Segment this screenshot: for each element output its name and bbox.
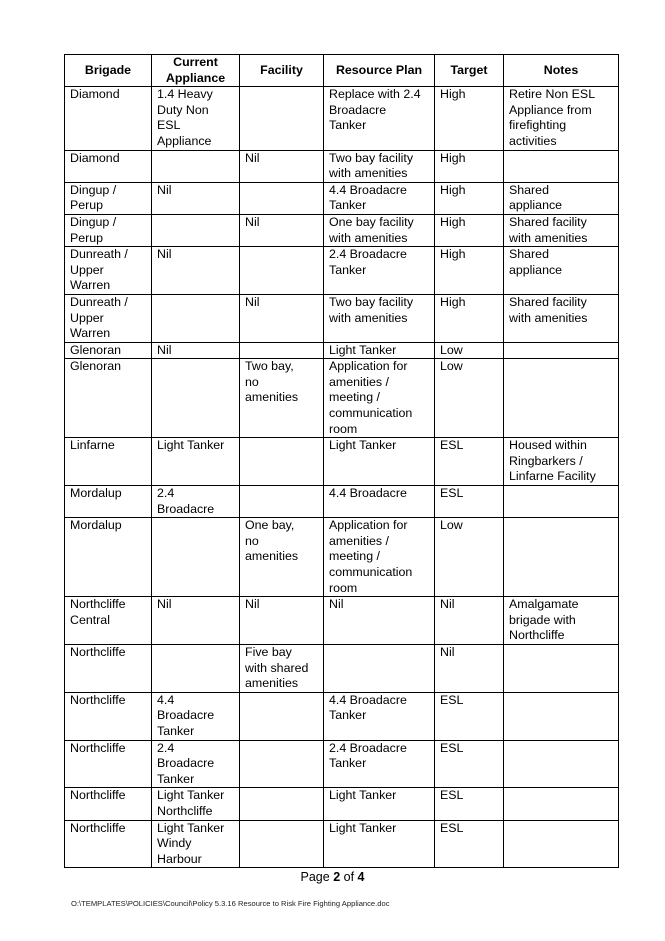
table-row [65, 518, 619, 597]
cell-resource-plan: Two bay facility with amenities [324, 294, 435, 342]
cell-target: ESL [435, 740, 504, 788]
cell-resource-plan: Nil [324, 597, 435, 645]
cell-current-appliance [152, 359, 240, 438]
cell-target: ESL [435, 438, 504, 486]
cell-resource-plan [324, 644, 435, 692]
cell-resource-plan: One bay facility with amenities [324, 214, 435, 246]
cell-target: High [435, 214, 504, 246]
header-notes: Notes [504, 55, 619, 87]
cell-brigade: Mordalup [65, 518, 152, 597]
cell-facility: Nil [240, 597, 324, 645]
cell-resource-plan: 2.4 Broadacre Tanker [324, 740, 435, 788]
cell-facility: Nil [240, 150, 324, 182]
cell-notes [504, 150, 619, 182]
cell-target: High [435, 87, 504, 150]
document-path: O:\TEMPLATES\POLICIES\Council\Policy 5.3.16 Resource to Risk Fire Fighting Appliance.doc [71, 899, 390, 908]
cell-current-appliance: Nil [152, 182, 240, 214]
table-row [65, 294, 619, 342]
cell-target: High [435, 150, 504, 182]
cell-brigade: Diamond [65, 150, 152, 182]
cell-current-appliance [152, 644, 240, 692]
cell-notes [504, 518, 619, 597]
cell-current-appliance [152, 214, 240, 246]
cell-notes [504, 486, 619, 518]
cell-facility: One bay, no amenities [240, 518, 324, 597]
cell-current-appliance: Nil [152, 342, 240, 359]
cell-target: Nil [435, 644, 504, 692]
cell-facility [240, 342, 324, 359]
cell-facility: Nil [240, 214, 324, 246]
cell-current-appliance [152, 150, 240, 182]
page-prefix: Page [300, 870, 334, 884]
cell-facility [240, 486, 324, 518]
cell-current-appliance: 2.4 Broadacre Tanker [152, 740, 240, 788]
cell-notes [504, 342, 619, 359]
header-target: Target [435, 55, 504, 87]
cell-brigade: Northcliffe [65, 644, 152, 692]
cell-brigade: Northcliffe [65, 740, 152, 788]
cell-facility [240, 740, 324, 788]
header-facility: Facility [240, 55, 324, 87]
table-header-row [65, 55, 619, 87]
cell-target: ESL [435, 692, 504, 740]
cell-current-appliance: Light Tanker Northcliffe [152, 788, 240, 820]
cell-resource-plan: Light Tanker [324, 820, 435, 868]
cell-brigade: Glenoran [65, 342, 152, 359]
cell-resource-plan: Light Tanker [324, 788, 435, 820]
cell-facility [240, 87, 324, 150]
cell-resource-plan: Light Tanker [324, 438, 435, 486]
cell-current-appliance: Nil [152, 597, 240, 645]
table-row [65, 214, 619, 246]
cell-notes [504, 820, 619, 868]
cell-target: ESL [435, 486, 504, 518]
cell-target: Nil [435, 597, 504, 645]
cell-notes: Shared facility with amenities [504, 214, 619, 246]
cell-brigade: Dingup / Perup [65, 214, 152, 246]
cell-current-appliance: Light Tanker [152, 438, 240, 486]
table-row [65, 182, 619, 214]
cell-brigade: Dunreath / Upper Warren [65, 294, 152, 342]
cell-notes: Shared facility with amenities [504, 294, 619, 342]
table-row [65, 87, 619, 150]
cell-brigade: Northcliffe [65, 820, 152, 868]
resource-plan-table [64, 54, 619, 868]
cell-resource-plan: Two bay facility with amenities [324, 150, 435, 182]
cell-current-appliance: Nil [152, 247, 240, 295]
cell-brigade: Diamond [65, 87, 152, 150]
cell-current-appliance [152, 518, 240, 597]
cell-notes [504, 740, 619, 788]
table-row [65, 788, 619, 820]
cell-notes [504, 644, 619, 692]
table-row [65, 820, 619, 868]
cell-resource-plan: Application for amenities / meeting / communication room [324, 359, 435, 438]
cell-resource-plan: Light Tanker [324, 342, 435, 359]
header-current-appliance: Current Appliance [152, 55, 240, 87]
cell-target: High [435, 294, 504, 342]
cell-notes: Shared appliance [504, 247, 619, 295]
table-row [65, 247, 619, 295]
cell-facility: Five bay with shared amenities [240, 644, 324, 692]
cell-brigade: Linfarne [65, 438, 152, 486]
page-number [0, 870, 665, 884]
cell-target: Low [435, 359, 504, 438]
page-current: 2 [333, 870, 341, 884]
cell-target: ESL [435, 788, 504, 820]
cell-resource-plan: 4.4 Broadacre Tanker [324, 182, 435, 214]
cell-notes: Retire Non ESL Appliance from firefighting activities [504, 87, 619, 150]
cell-notes [504, 692, 619, 740]
cell-current-appliance [152, 294, 240, 342]
cell-notes: Housed within Ringbarkers / Linfarne Facility [504, 438, 619, 486]
cell-target: High [435, 247, 504, 295]
cell-brigade: Mordalup [65, 486, 152, 518]
cell-notes: Shared appliance [504, 182, 619, 214]
table-row [65, 740, 619, 788]
cell-brigade: Dunreath / Upper Warren [65, 247, 152, 295]
cell-target: ESL [435, 820, 504, 868]
cell-facility [240, 820, 324, 868]
cell-notes: Amalgamate brigade with Northcliffe [504, 597, 619, 645]
cell-facility: Nil [240, 294, 324, 342]
table-row [65, 644, 619, 692]
cell-resource-plan: 4.4 Broadacre [324, 486, 435, 518]
cell-facility: Two bay, no amenities [240, 359, 324, 438]
header-resource-plan: Resource Plan [324, 55, 435, 87]
page-mid: of [340, 870, 358, 884]
table-row [65, 150, 619, 182]
cell-current-appliance: 4.4 Broadacre Tanker [152, 692, 240, 740]
cell-facility [240, 692, 324, 740]
header-brigade: Brigade [65, 55, 152, 87]
cell-facility [240, 438, 324, 486]
cell-target: Low [435, 518, 504, 597]
table-row [65, 359, 619, 438]
cell-current-appliance: 1.4 Heavy Duty Non ESL Appliance [152, 87, 240, 150]
cell-notes [504, 788, 619, 820]
cell-brigade: Northcliffe [65, 788, 152, 820]
cell-resource-plan: 2.4 Broadacre Tanker [324, 247, 435, 295]
cell-brigade: Northcliffe [65, 692, 152, 740]
table-row [65, 597, 619, 645]
cell-target: Low [435, 342, 504, 359]
cell-facility [240, 182, 324, 214]
table-body [65, 87, 619, 868]
cell-facility [240, 788, 324, 820]
table-row [65, 486, 619, 518]
cell-notes [504, 359, 619, 438]
cell-current-appliance: 2.4 Broadacre [152, 486, 240, 518]
cell-brigade: Dingup / Perup [65, 182, 152, 214]
table-row [65, 342, 619, 359]
table-row [65, 692, 619, 740]
cell-target: High [435, 182, 504, 214]
cell-brigade: Glenoran [65, 359, 152, 438]
table-row [65, 438, 619, 486]
cell-resource-plan: Application for amenities / meeting / communication room [324, 518, 435, 597]
cell-facility [240, 247, 324, 295]
page-total: 4 [357, 870, 365, 884]
cell-resource-plan: 4.4 Broadacre Tanker [324, 692, 435, 740]
cell-brigade: Northcliffe Central [65, 597, 152, 645]
cell-current-appliance: Light Tanker Windy Harbour [152, 820, 240, 868]
cell-resource-plan: Replace with 2.4 Broadacre Tanker [324, 87, 435, 150]
